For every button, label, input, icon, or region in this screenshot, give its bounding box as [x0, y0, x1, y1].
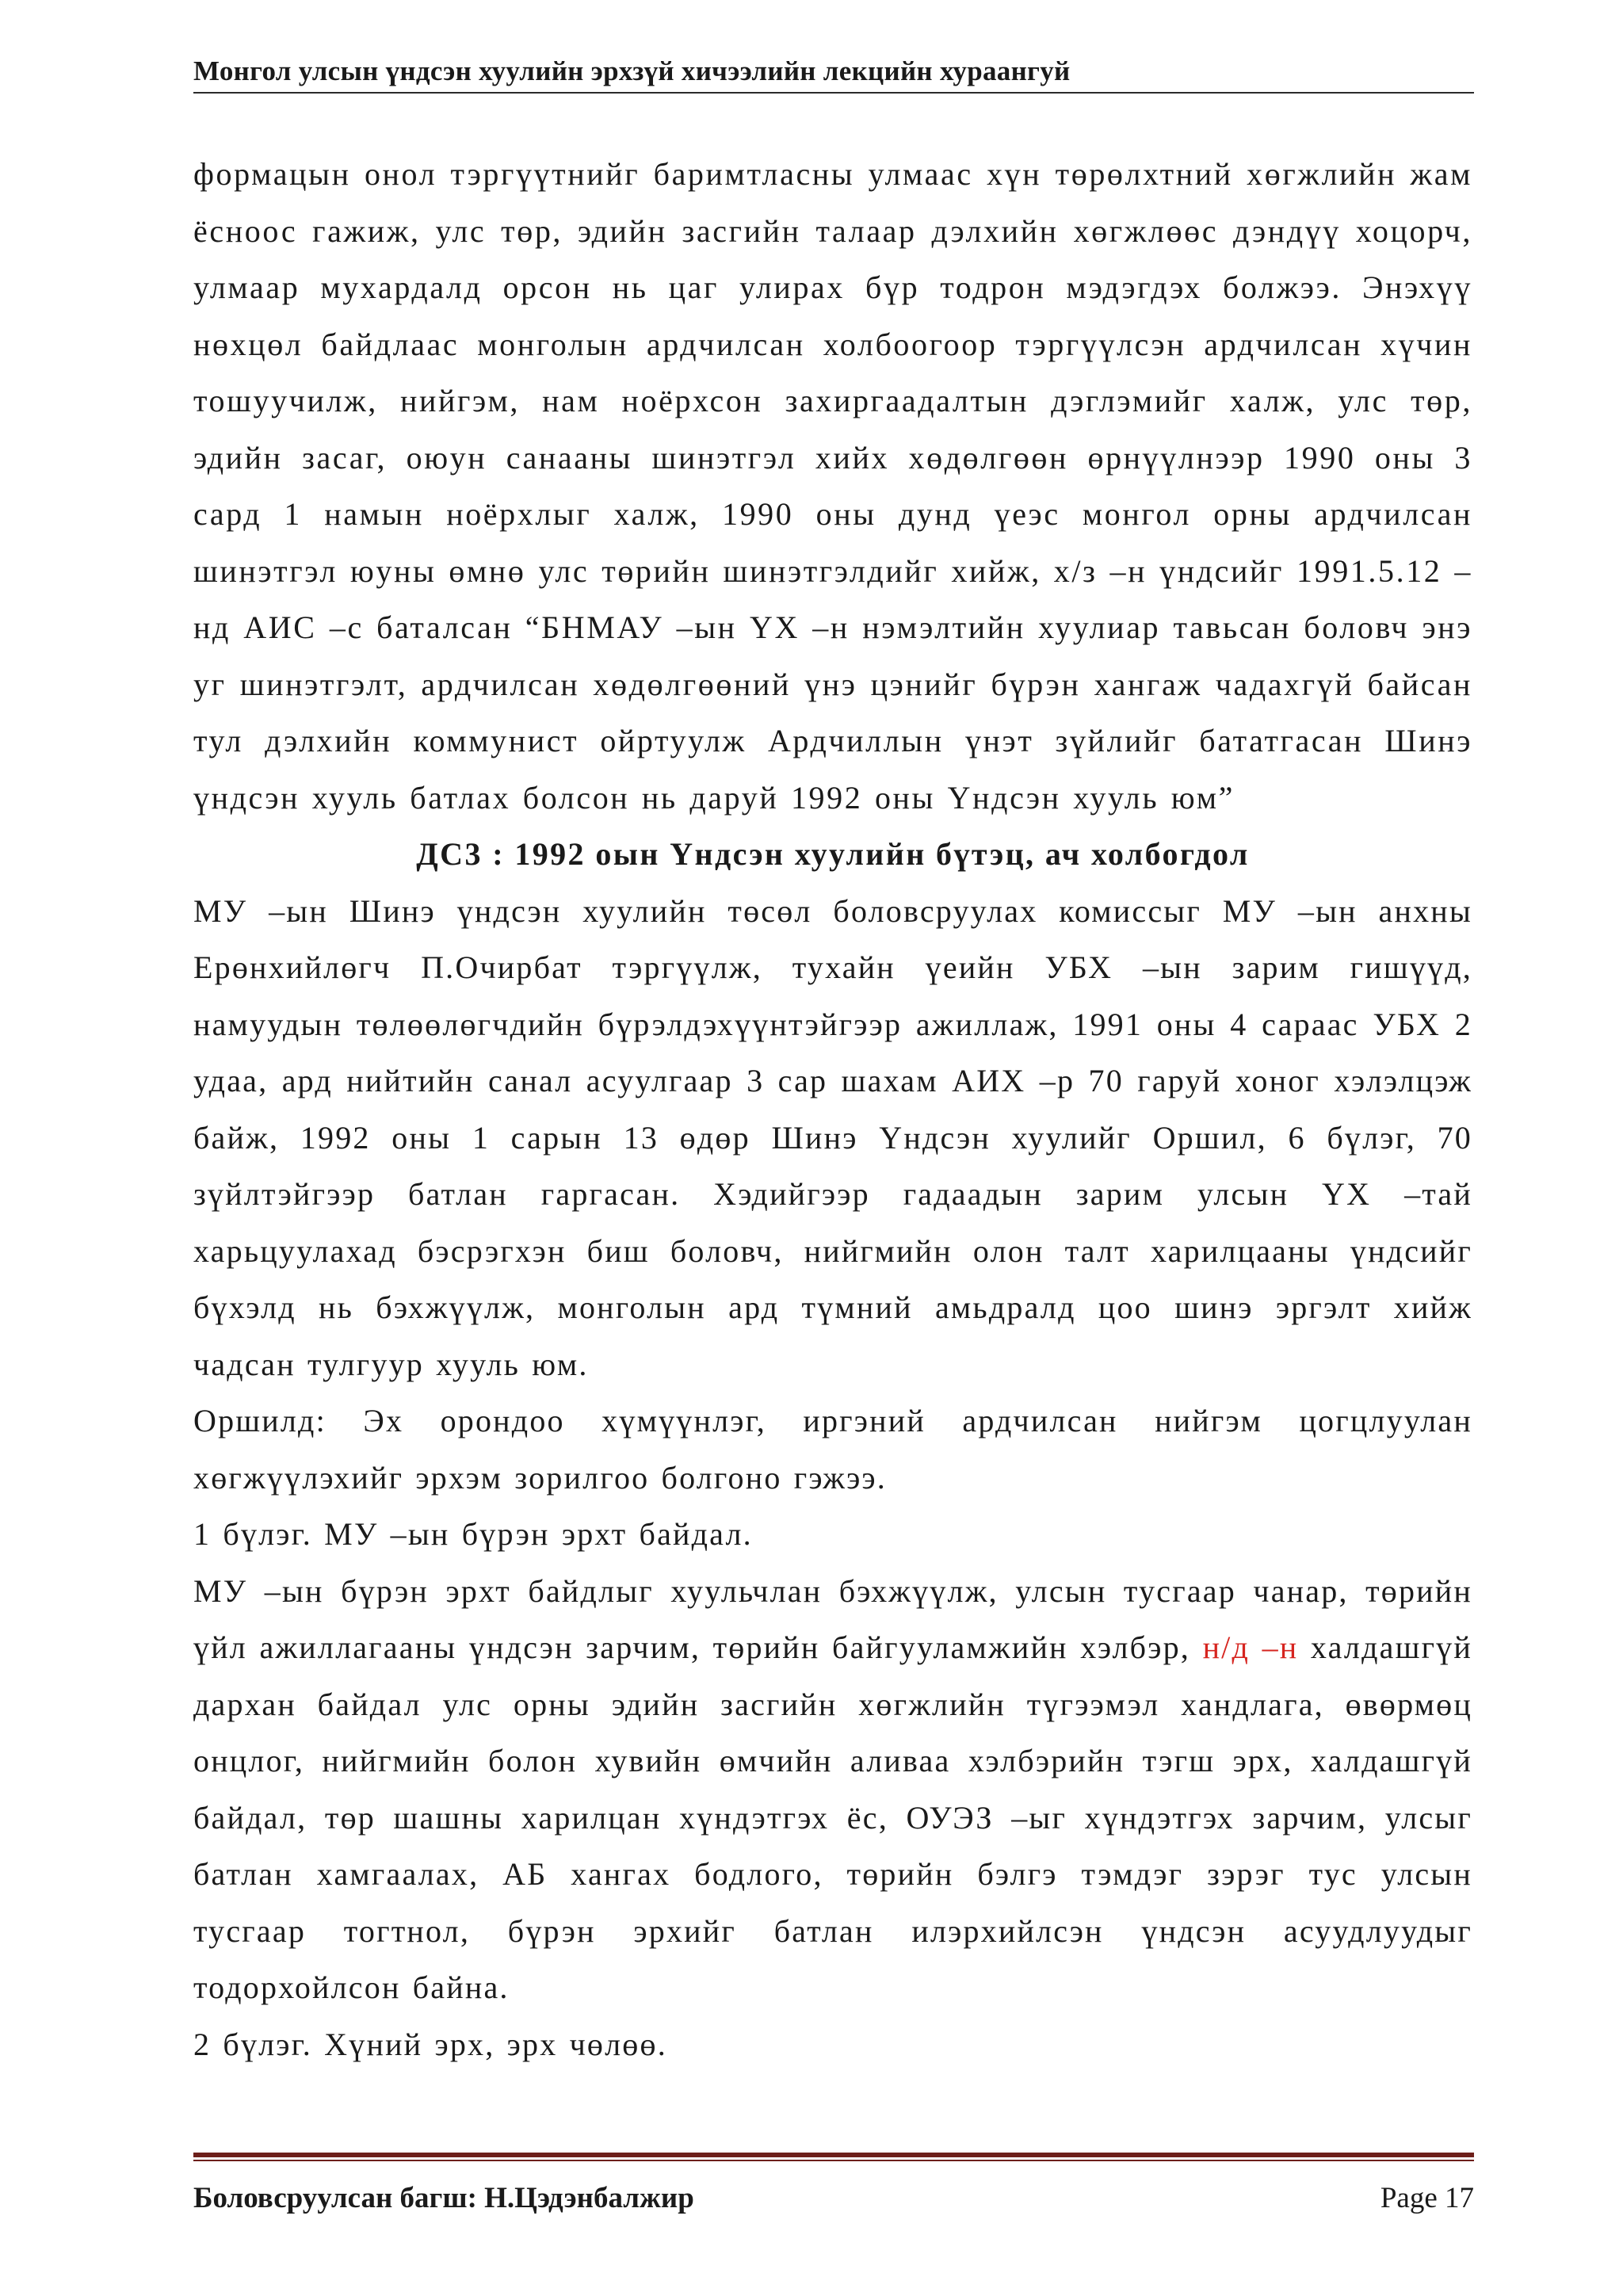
paragraph-preamble: Оршилд: Эх орондоо хүмүүнлэг, иргэний ардчилсан нийгэм цогцлуулан хөгжүүлэхийг эрхэм зорилгоо болгоно гэжээ.	[193, 1403, 1472, 1496]
chapter-1-title: 1 бүлэг. МУ –ын бүрэн эрхт байдал.	[193, 1516, 753, 1552]
paragraph-intro: формацын онол тэргүүтнийг баримтласны улмаас хүн төрөлхтний хөгжлийн жам ёсноос гажиж, улс төр, эдийн засгийн талаар дэлхийн хөгжлөөс дэндүү хоцорч, улмаар мухардалд орсон нь цаг улирах бүр тодрон мэдэгдэх болжээ. Энэхүү нөхцөл байдлаас монголын ардчилсан холбоогоор тэргүүлсэн ардчилсан хүчин тошуучилж, нийгэм, нам ноёрхсон захиргаадалтын дэглэмийг халж, улс төр, эдийн засаг, оюун санааны шинэтгэл хийх хөдөлгөөн өрнүүлнээр 1990 оны 3 сард 1 намын ноёрхлыг халж, 1990 оны дунд үеэс монгол орны ардчилсан шинэтгэл юуны өмнө улс төрийн шинэтгэлдийг хийж, х/з –н үндсийг 1991.5.12 –нд АИС –с баталсан “БНМАУ –ын ҮХ –н нэмэлтийн хуулиар тавьсан боловч энэ уг шинэтгэлт, ардчилсан хөдөлгөөний үнэ цэнийг бүрэн хангаж чадахгүй байсан тул дэлхийн коммунист ойртуулж Ардчиллын үнэт зүйлийг бататгасан Шинэ үндсэн хууль батлах болсон нь даруй 1992 оны Үндсэн хууль юм”	[193, 156, 1472, 816]
document-body	[193, 146, 1472, 2073]
chapter-2-title: 2 бүлэг. Хүний эрх, эрх чөлөө.	[193, 2026, 667, 2062]
section-heading: ДС3 : 1992 оын Үндсэн хуулийн бүтэц, ач холбогдол	[416, 836, 1250, 872]
highlighted-text: н/д –н	[1202, 1629, 1299, 1665]
chapter-1-text-start: МУ –ын бүрэн эрхт байдлыг хуульчлан бэхжүүлж, улсын тусгаар чанар, төрийн үйл ажиллагааны үндсэн зарчим, төрийн байгууламжийн хэлбэр,	[193, 1572, 1472, 1665]
page-number: Page 17	[1380, 2182, 1474, 2214]
paragraph-commission: МУ –ын Шинэ үндсэн хуулийн төсөл боловсруулах комиссыг МУ –ын анхны Ерөнхийлөгч П.Очирбат тэргүүлж, тухайн үеийн УБХ –ын зарим гишүүд, намуудын төлөөлөгчдийн бүрэлдэхүүнтэйгээр ажиллаж, 1991 оны 4 сараас УБХ 2 удаа, ард нийтийн санал асуулгаар 3 сар шахам АИХ –р 70 гаруй хоног хэлэлцэж байж, 1992 оны 1 сарын 13 өдөр Шинэ Үндсэн хуулийг Оршил, 6 бүлэг, 70 зүйлтэйгээр батлан гаргасан. Хэдийгээр гадаадын зарим улсын ҮХ –тай харьцуулахад бэсрэгхэн биш боловч, нийгмийн олон талт харилцааны үндсийг бүхэлд нь бэхжүүлж, монголын ард түмний амьдралд цоо шинэ эргэлт хийж чадсан тулгуур хууль юм.	[193, 892, 1472, 1382]
footer-rule-thick	[193, 2153, 1474, 2157]
page-header	[193, 55, 1474, 94]
document-title: Монгол улсын үндсэн хуулийн эрхзүй хичээлийн лекцийн хураангуй	[193, 55, 1071, 86]
footer-divider	[193, 2153, 1474, 2161]
footer-rule-thin	[193, 2160, 1474, 2161]
chapter-1-text-end: халдашгүй дархан байдал улс орны эдийн засгийн хөгжлийн түгээмэл хандлага, өвөрмөц онцлог, нийгмийн болон хувийн өмчийн аливаа хэлбэрийн тэгш эрх, халдашгүй байдал, төр шашны харилцан хүндэтгэх ёс, ОУЭЗ –ыг хүндэтгэх зарчим, улсыг батлан хамгаалах, АБ хангах бодлого, төрийн бэлгэ тэмдэг зэрэг тус улсын тусгаар тогтнол, бүрэн эрхийг батлан илэрхийлсэн үндсэн асуудлуудыг тодорхойлсон байна.	[193, 1629, 1472, 2005]
footer-author: Боловсруулсан багш: Н.Цэдэнбалжир	[193, 2182, 694, 2214]
paragraph-chapter-1	[193, 1563, 1472, 2016]
